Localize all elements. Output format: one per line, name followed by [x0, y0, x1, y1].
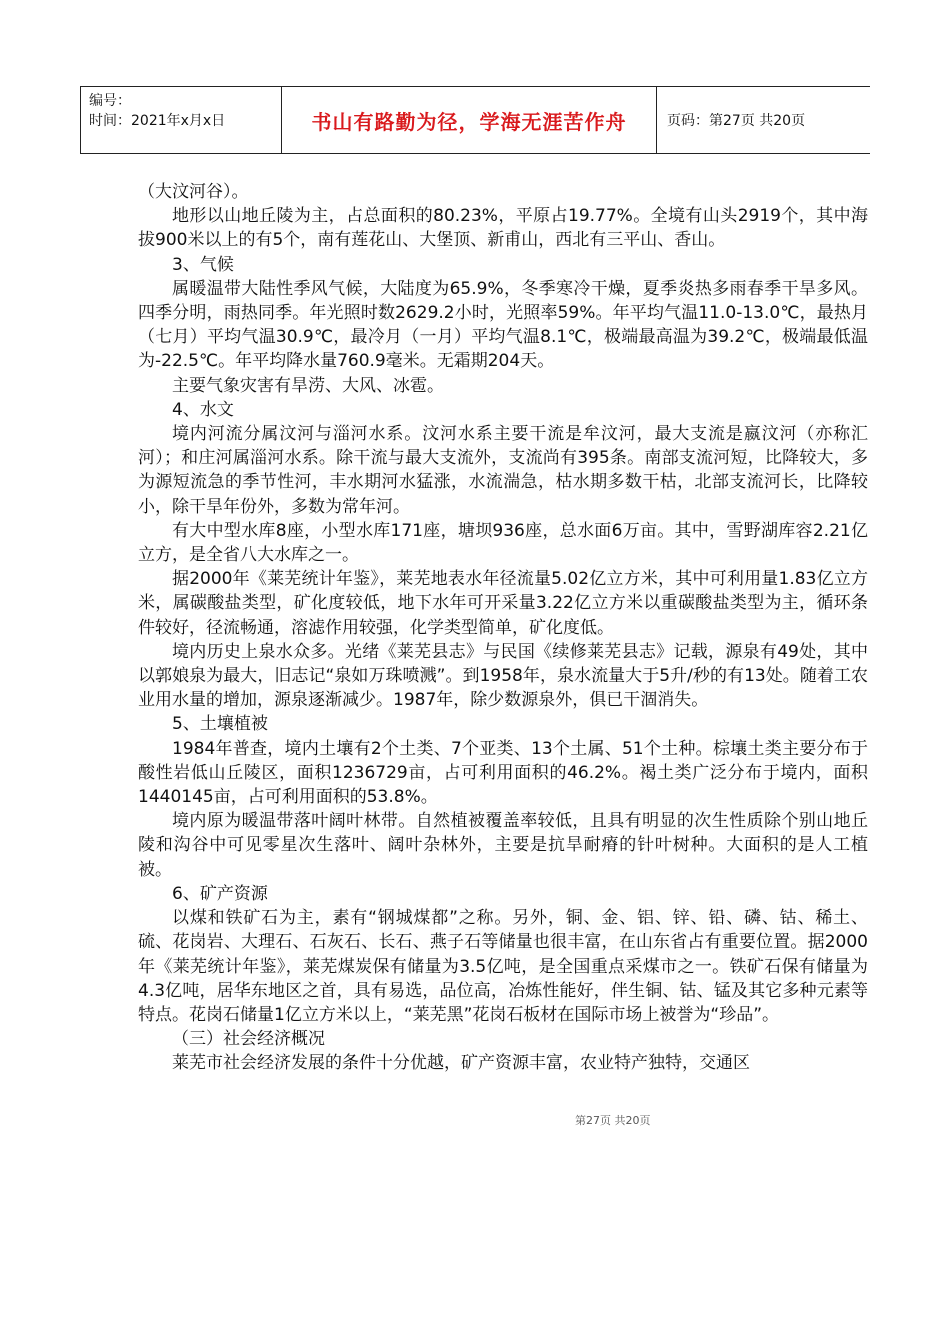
- header-meta: [81, 87, 282, 153]
- page-footer-number: 第27页 共20页: [575, 1114, 651, 1127]
- paragraph: 地形以山地丘陵为主，占总面积的80.23%，平原占19.77%。全境有山头2919个，其中海拔900米以上的有5个，南有莲花山、大堡顶、新甫山，西北有三平山、香山。: [138, 206, 868, 251]
- header-slogan: 书山有路勤为径，学海无涯苦作舟: [282, 87, 657, 153]
- paragraph: （大汶河谷）。: [138, 182, 249, 202]
- paragraph: 有大中型水库8座，小型水库171座，塘坝936座，总水面6万亩。其中，雪野湖库容2.21亿立方，是全省八大水库之一。: [138, 520, 868, 566]
- header-page-info: 页码：第27页 共20页: [667, 113, 806, 129]
- doc-date-label: 时间：2021年x月x日: [89, 113, 226, 129]
- paragraph: 境内原为暖温带落叶阔叶林带。自然植被覆盖率较低，且具有明显的次生性质除个别山地丘陵和沟谷中可见零星次生落叶、阔叶杂林外，主要是抗旱耐瘠的针叶树种。大面积的是人工植被。: [138, 811, 868, 880]
- paragraph: 据2000年《莱芜统计年鉴》，莱芜地表水年径流量5.02亿立方米，其中可利用量1.83亿立方米，属碳酸盐类型，矿化度较低，地下水年可开采量3.22亿立方米以重碳酸盐类型为主，循环条件较好，径流畅通，溶滤作用较强，化学类型简单，矿化度低。: [138, 569, 868, 638]
- paragraph: 以煤和铁矿石为主，素有“钢城煤都”之称。另外，铜、金、铝、锌、铅、磷、钴、稀土、硫、花岗岩、大理石、石灰石、长石、燕子石等储量也很丰富，在山东省占有重要位置。据2000年《莱芜统计年鉴》，莱芜煤炭保有储量为3.5亿吨，是全国重点采煤市之一。铁矿石保有储量为4.3亿吨，居华东地区之首，具有易选，品位高，冶炼性能好，伴生铜、钴、锰及其它多种元素等特点。花岗石储量1亿立方米以上，“莱芜黑”花岗石板材在国际市场上被誉为“珍品”。: [138, 908, 868, 1025]
- paragraph: 莱芜市社会经济发展的条件十分优越，矿产资源丰富，农业特产独特，交通区: [172, 1053, 750, 1074]
- document-body: [138, 180, 868, 1076]
- page-header: [80, 86, 870, 154]
- doc-number-label: 编号：: [89, 93, 131, 109]
- section-heading: （三）社会经济概况: [172, 1029, 325, 1050]
- section-heading: 5、土壤植被: [172, 714, 268, 735]
- paragraph: 1984年普查，境内土壤有2个土类、7个亚类、13个土属、51个土种。棕壤土类主要分布于酸性岩低山丘陵区，面积1236729亩，占可利用面积的46.2%。褐土类广泛分布于境内，面积1440145亩，占可利用面积的53.8%。: [138, 738, 868, 808]
- section-heading: 6、矿产资源: [172, 883, 268, 904]
- section-heading: 3、气候: [172, 254, 234, 275]
- paragraph: 境内历史上泉水众多。光绪《莱芜县志》与民国《续修莱芜县志》记载，源泉有49处，其中以郭娘泉为最大，旧志记“泉如万珠喷溅”。到1958年，泉水流量大于5升/秒的有13处。随着工农业用水量的增加，源泉逐渐减少。1987年，除少数源泉外，俱已干涸消失。: [138, 641, 868, 711]
- paragraph: 主要气象灾害有旱涝、大风、冰雹。: [172, 375, 444, 396]
- paragraph: 属暖温带大陆性季风气候，大陆度为65.9%，冬季寒冷干燥，夏季炎热多雨春季干旱多风。四季分明，雨热同季。年光照时数2629.2小时，光照率59%。年平均气温11.0-13.0℃，最热月（七月）平均气温30.9℃，最冷月（一月）平均气温8.1℃，极端最高温为39.2℃，极端最低温为-22.5℃。年平均降水量760.9毫米。无霜期204天。: [138, 278, 868, 372]
- section-heading: 4、水文: [172, 399, 234, 420]
- paragraph: 境内河流分属汶河与淄河水系。汶河水系主要干流是牟汶河，最大支流是嬴汶河（亦称汇河）；和庄河属淄河水系。除干流与最大支流外，支流尚有395条。南部支流河短，比降较大，多为源短流急的季节性河，丰水期河水猛涨，水流湍急，枯水期多数干枯，北部支流河长，比降较小，除干旱年份外，多数为常年河。: [138, 424, 868, 517]
